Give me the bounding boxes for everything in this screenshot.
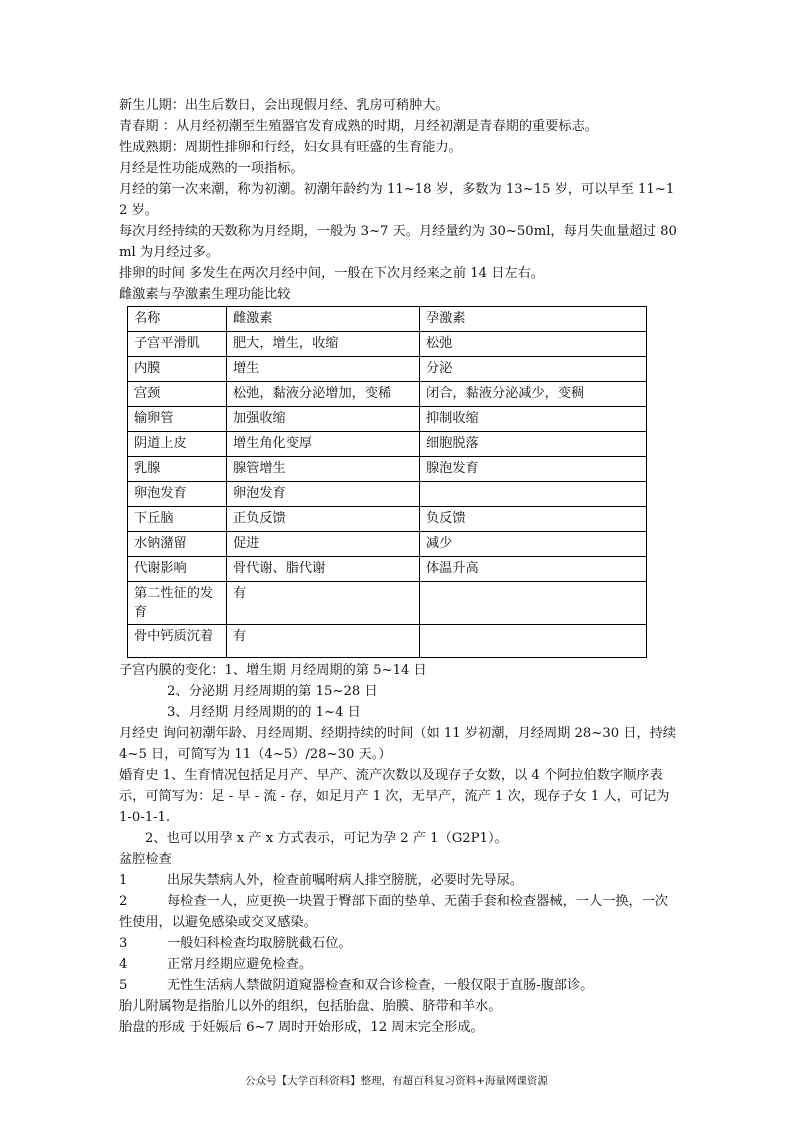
table-row <box>128 457 647 482</box>
table-row <box>128 582 647 625</box>
header-cell-name: 名称 <box>128 307 227 332</box>
table-cell: 有 <box>227 625 420 658</box>
table-row <box>128 625 647 658</box>
table-row <box>128 432 647 457</box>
table-cell: 骨中钙质沉着 <box>128 625 227 658</box>
table-cell: 卵泡发育 <box>128 482 227 507</box>
header-cell-estrogen: 雌激素 <box>227 307 420 332</box>
marital-history: 婚育史 1、生育情况包括足月产、早产、流产次数以及现存子女数，以 4 个阿拉伯数字顺序表示，可简写为：足 - 早 - 流 - 存，如足月产 1 次，无早产，流产 1 次，现存子女 1 人，可记为 1-0-1-1. <box>119 768 670 825</box>
table-caption: 雌激素与孕激素生理功能比较 <box>119 287 291 302</box>
text-line-placenta-formation: 胎盘的形成 于妊娠后 6~7 周时开始形成，12 周末完全形成。 <box>119 1020 484 1035</box>
table-cell: 内膜 <box>128 357 227 382</box>
table-cell: 水钠潴留 <box>128 532 227 557</box>
table-cell: 腺管增生 <box>227 457 420 482</box>
endometrium-line-3: 3、月经期 月经周期的的 1~4 日 <box>167 705 361 720</box>
document-body <box>119 95 679 1038</box>
list-item-text: 无性生活病人禁做阴道窥器检查和双合诊检查，一般仅限于直肠-腹部诊。 <box>167 978 594 993</box>
table-cell: 腺泡发育 <box>420 457 647 482</box>
table-cell: 正负反馈 <box>227 507 420 532</box>
list-item <box>119 933 679 954</box>
table-cell: 抑制收缩 <box>420 407 647 432</box>
table-cell: 闭合，黏液分泌减少，变稠 <box>420 382 647 407</box>
table-cell: 阴道上皮 <box>128 432 227 457</box>
table-cell: 松弛 <box>420 332 647 357</box>
header-cell-progesterone: 孕激素 <box>420 307 647 332</box>
table-row <box>128 482 647 507</box>
list-item-text: 一般妇科检查均取膀胱截石位。 <box>167 936 352 951</box>
table-cell: 卵泡发育 <box>227 482 420 507</box>
text-line-menstruation-indicator: 月经是性功能成熟的一项指标。 <box>119 161 304 176</box>
table-cell: 促进 <box>227 532 420 557</box>
table-cell <box>420 625 647 658</box>
table-cell: 分泌 <box>420 357 647 382</box>
table-cell: 宫颈 <box>128 382 227 407</box>
text-line-puberty: 青春期 ：从月经初潮至生殖器官发育成熟的时期，月经初潮是青春期的重要标志。 <box>119 119 598 134</box>
table-cell: 下丘脑 <box>128 507 227 532</box>
list-item-number: 3 <box>119 936 128 951</box>
table-cell: 乳腺 <box>128 457 227 482</box>
list-item-number: 1 <box>119 873 128 888</box>
table-cell: 增生 <box>227 357 420 382</box>
table-cell: 代谢影响 <box>128 557 227 582</box>
table-cell: 输卵管 <box>128 407 227 432</box>
table-cell: 第二性征的发育 <box>128 582 227 625</box>
table-cell <box>420 482 647 507</box>
table-cell <box>420 582 647 625</box>
table-cell: 松弛，黏液分泌增加，变稀 <box>227 382 420 407</box>
marital-history-2: 2、也可以用孕 x 产 x 方式表示，可记为孕 2 产 1（G2P1）。 <box>145 831 508 846</box>
list-item-text: 每检查一人，应更换一块置于臀部下面的垫单、无菌手套和检查器械，一人一换，一次性使用，以避免感染或交叉感染。 <box>119 894 669 930</box>
list-item-text: 正常月经期应避免检查。 <box>167 957 313 972</box>
list-item <box>119 975 679 996</box>
pelvic-exam-title: 盆腔检查 <box>119 852 172 867</box>
list-item <box>119 870 679 891</box>
list-item <box>119 891 679 933</box>
list-item-number: 5 <box>119 978 128 993</box>
table-row <box>128 332 647 357</box>
table-row <box>128 382 647 407</box>
table-row <box>128 507 647 532</box>
table-cell: 细胞脱落 <box>420 432 647 457</box>
table-cell: 骨代谢、脂代谢 <box>227 557 420 582</box>
table-header-row <box>128 307 647 332</box>
table-row <box>128 532 647 557</box>
text-line-newborn: 新生儿期：出生后数日，会出现假月经、乳房可稍肿大。 <box>119 98 449 113</box>
table-cell: 肥大，增生，收缩 <box>227 332 420 357</box>
table-cell: 体温升高 <box>420 557 647 582</box>
text-line-fetal-appendages: 胎儿附属物是指胎儿以外的组织，包括胎盘、胎膜、脐带和羊水。 <box>119 999 502 1014</box>
table-cell: 减少 <box>420 532 647 557</box>
text-line-ovulation: 排卵的时间 多发生在两次月经中间，一般在下次月经来之前 14 日左右。 <box>119 266 544 281</box>
table-cell: 增生角化变厚 <box>227 432 420 457</box>
endometrium-line-1: 子宫内膜的变化：1、增生期 月经周期的第 5~14 日 <box>119 663 427 678</box>
list-item-text: 出尿失禁病人外，检查前嘱咐病人排空膀胱，必要时先导尿。 <box>167 873 524 888</box>
endometrium-line-2: 2、分泌期 月经周期的第 15~28 日 <box>167 684 378 699</box>
table-row <box>128 557 647 582</box>
table-row <box>128 407 647 432</box>
hormone-comparison-table <box>127 306 647 658</box>
menstrual-history: 月经史 询问初潮年龄、月经周期、经期持续的时间（如 11 岁初潮，月经周期 28~30 日，持续 4~5 日，可简写为 11（4~5）/28~30 天。） <box>119 726 677 762</box>
table-row <box>128 357 647 382</box>
text-line-maturity: 性成熟期：周期性排卵和行经，妇女具有旺盛的生育能力。 <box>119 140 462 155</box>
text-line-menstrual-period: 每次月经持续的天数称为月经期，一般为 3~7 天。月经量约为 30~50ml，每月失血量超过 80ml 为月经过多。 <box>119 224 677 260</box>
list-item-number: 4 <box>119 957 128 972</box>
table-cell: 有 <box>227 582 420 625</box>
page-footer: 公众号【大学百科资料】整理，有超百科复习资料+海量网课资源 <box>245 1075 548 1087</box>
list-item-number: 2 <box>119 894 128 909</box>
table-cell: 加强收缩 <box>227 407 420 432</box>
list-item <box>119 954 679 975</box>
text-line-menarche: 月经的第一次来潮，称为初潮。初潮年龄约为 11~18 岁，多数为 13~15 岁，可以早至 11~12 岁。 <box>119 182 675 218</box>
table-cell: 子宫平滑肌 <box>128 332 227 357</box>
table-cell: 负反馈 <box>420 507 647 532</box>
